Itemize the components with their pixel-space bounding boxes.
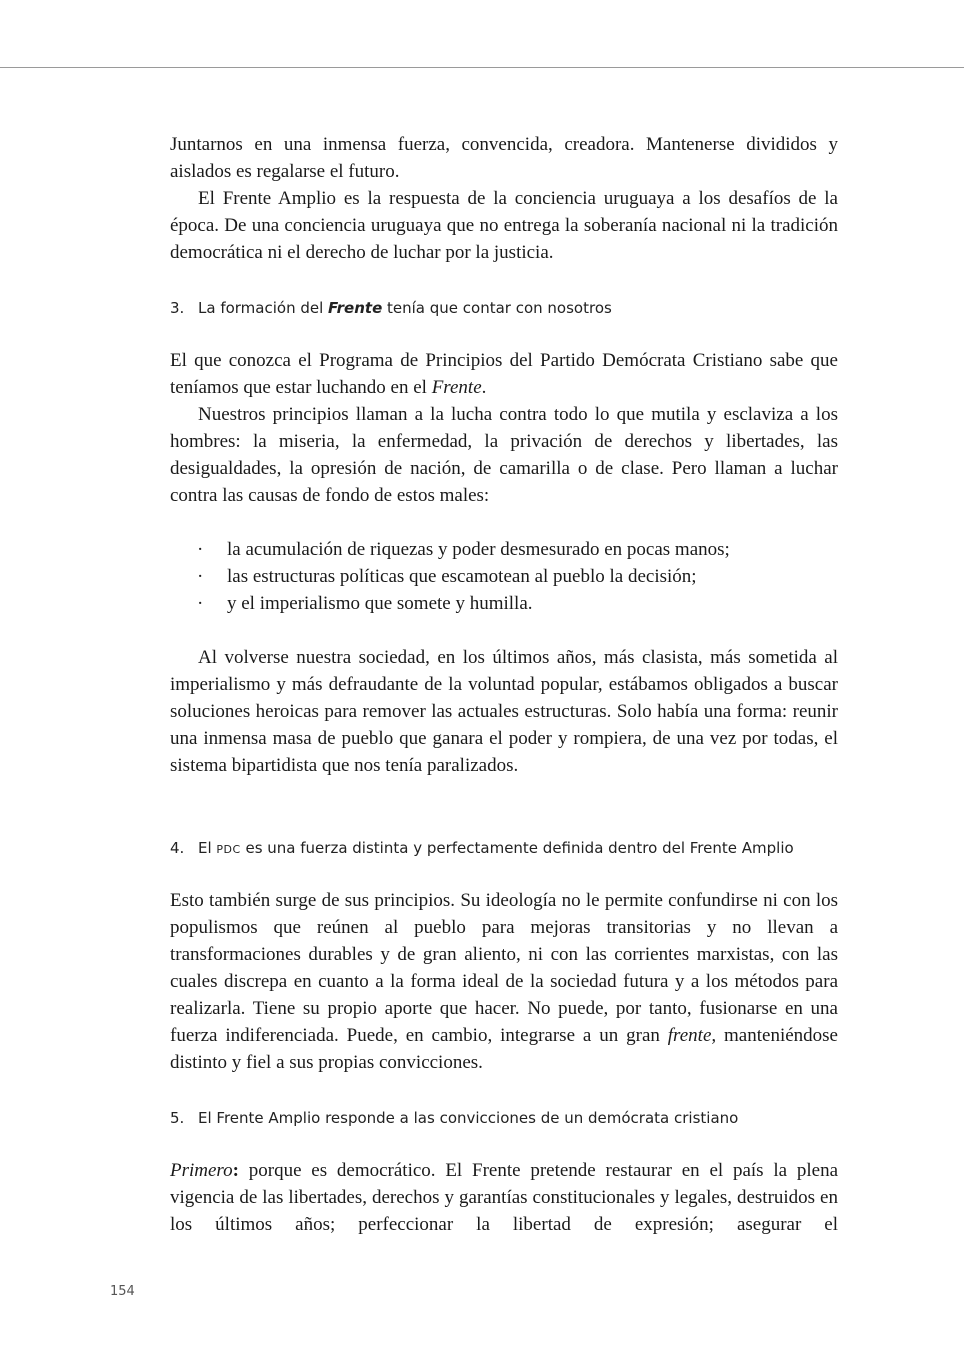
- heading-text: El Frente Amplio responde a las convicciones de un demócrata cristiano: [198, 1109, 739, 1127]
- section-number: 3.: [170, 299, 185, 317]
- heading-text: tenía que contar con nosotros: [382, 299, 612, 317]
- list-item: · las estructuras políticas que escamotean al pueblo la decisión;: [170, 563, 838, 590]
- section-heading-4: 4. El PDC es una fuerza distinta y perfectamente definida dentro del Frente Amplio: [170, 839, 794, 857]
- list-item: · y el imperialismo que somete y humilla.: [170, 590, 838, 617]
- bullet-marker: ·: [197, 539, 204, 560]
- paragraph-5: Al volverse nuestra sociedad, en los últimos años, más clasista, más sometida al imperialismo y más defraudante de la voluntad popular, estábamos obligados a buscar soluciones heroicas para remover las actuales estructuras. Solo había una forma: reunir una inmensa masa de pueblo que ganara el poder y rompiera, de una vez por todas, el sistema bipartidista que nos tenía paralizados.: [170, 647, 838, 776]
- section-5-text: [170, 1157, 838, 1238]
- section-4-text: [170, 887, 838, 1076]
- header-rule: [0, 67, 964, 68]
- section-3-continued: [170, 644, 838, 779]
- list-item: · la acumulación de riquezas y poder desmesurado en pocas manos;: [170, 536, 838, 563]
- intro-text: [170, 131, 838, 266]
- paragraph-1: Juntarnos en una inmensa fuerza, convencida, creadora. Mantenerse divididos y aislados es regalarse el futuro.: [170, 134, 838, 182]
- italic-term: frente,: [667, 1025, 717, 1046]
- section-heading-3: [170, 298, 870, 318]
- paragraph-2: El Frente Amplio es la respuesta de la conciencia uruguaya a los desafíos de la época. De una conciencia uruguaya que no entrega la soberanía nacional ni la tradición democrática ni el derecho de luchar por la justicia.: [170, 188, 838, 263]
- section-number: 4.: [170, 839, 185, 857]
- section-3-text: [170, 347, 838, 509]
- italic-term: Frente: [431, 377, 482, 398]
- paragraph-7: Primero: porque es democrático. El Frente pretende restaurar en el país la plena vigencia de las libertades, derechos y garantías constitucionales y legales, destruidos en los últimos años; perfeccionar la libertad de expresión; asegurar el: [170, 1160, 838, 1235]
- bullet-marker: ·: [197, 593, 204, 614]
- heading-emphasis: Frente: [328, 299, 383, 317]
- paragraph-6: Esto también surge de sus principios. Su ideología no le permite confundirse ni con los populismos que reúnen al pueblo para mejoras transitorias y no llevan a transformaciones durables y de gran aliento, ni con las corrientes marxistas, con las cuales discrepa en cuanto a la forma ideal de la sociedad futura y a los métodos para realizarla. Tiene su propio aporte que hacer. No puede, por tanto, fusionarse en una fuerza indiferenciada. Puede, en cambio, integrarse a un gran frente, manteniéndose distinto y fiel a sus propias convicciones.: [170, 890, 838, 1073]
- paragraph-4: Nuestros principios llaman a la lucha contra todo lo que mutila y esclaviza a los hombres: la miseria, la enfermedad, la privación de derechos y libertades, las desigualdades, la opresión de nación, de camarilla o de clase. Pero llaman a luchar contra las causas de fondo de estos males:: [170, 404, 838, 506]
- bullet-list: [170, 536, 838, 617]
- section-heading-5: [170, 1108, 870, 1128]
- section-number: 5.: [170, 1109, 185, 1127]
- bullet-marker: ·: [197, 566, 204, 587]
- paragraph-3: El que conozca el Programa de Principios del Partido Demócrata Cristiano sabe que teníamos que estar luchando en el Frente.: [170, 350, 838, 398]
- italic-term: Primero: [170, 1160, 233, 1181]
- abbreviation-pdc: PDC: [216, 843, 241, 856]
- heading-text: La formación del: [198, 299, 329, 317]
- page-number: 154: [110, 1284, 135, 1299]
